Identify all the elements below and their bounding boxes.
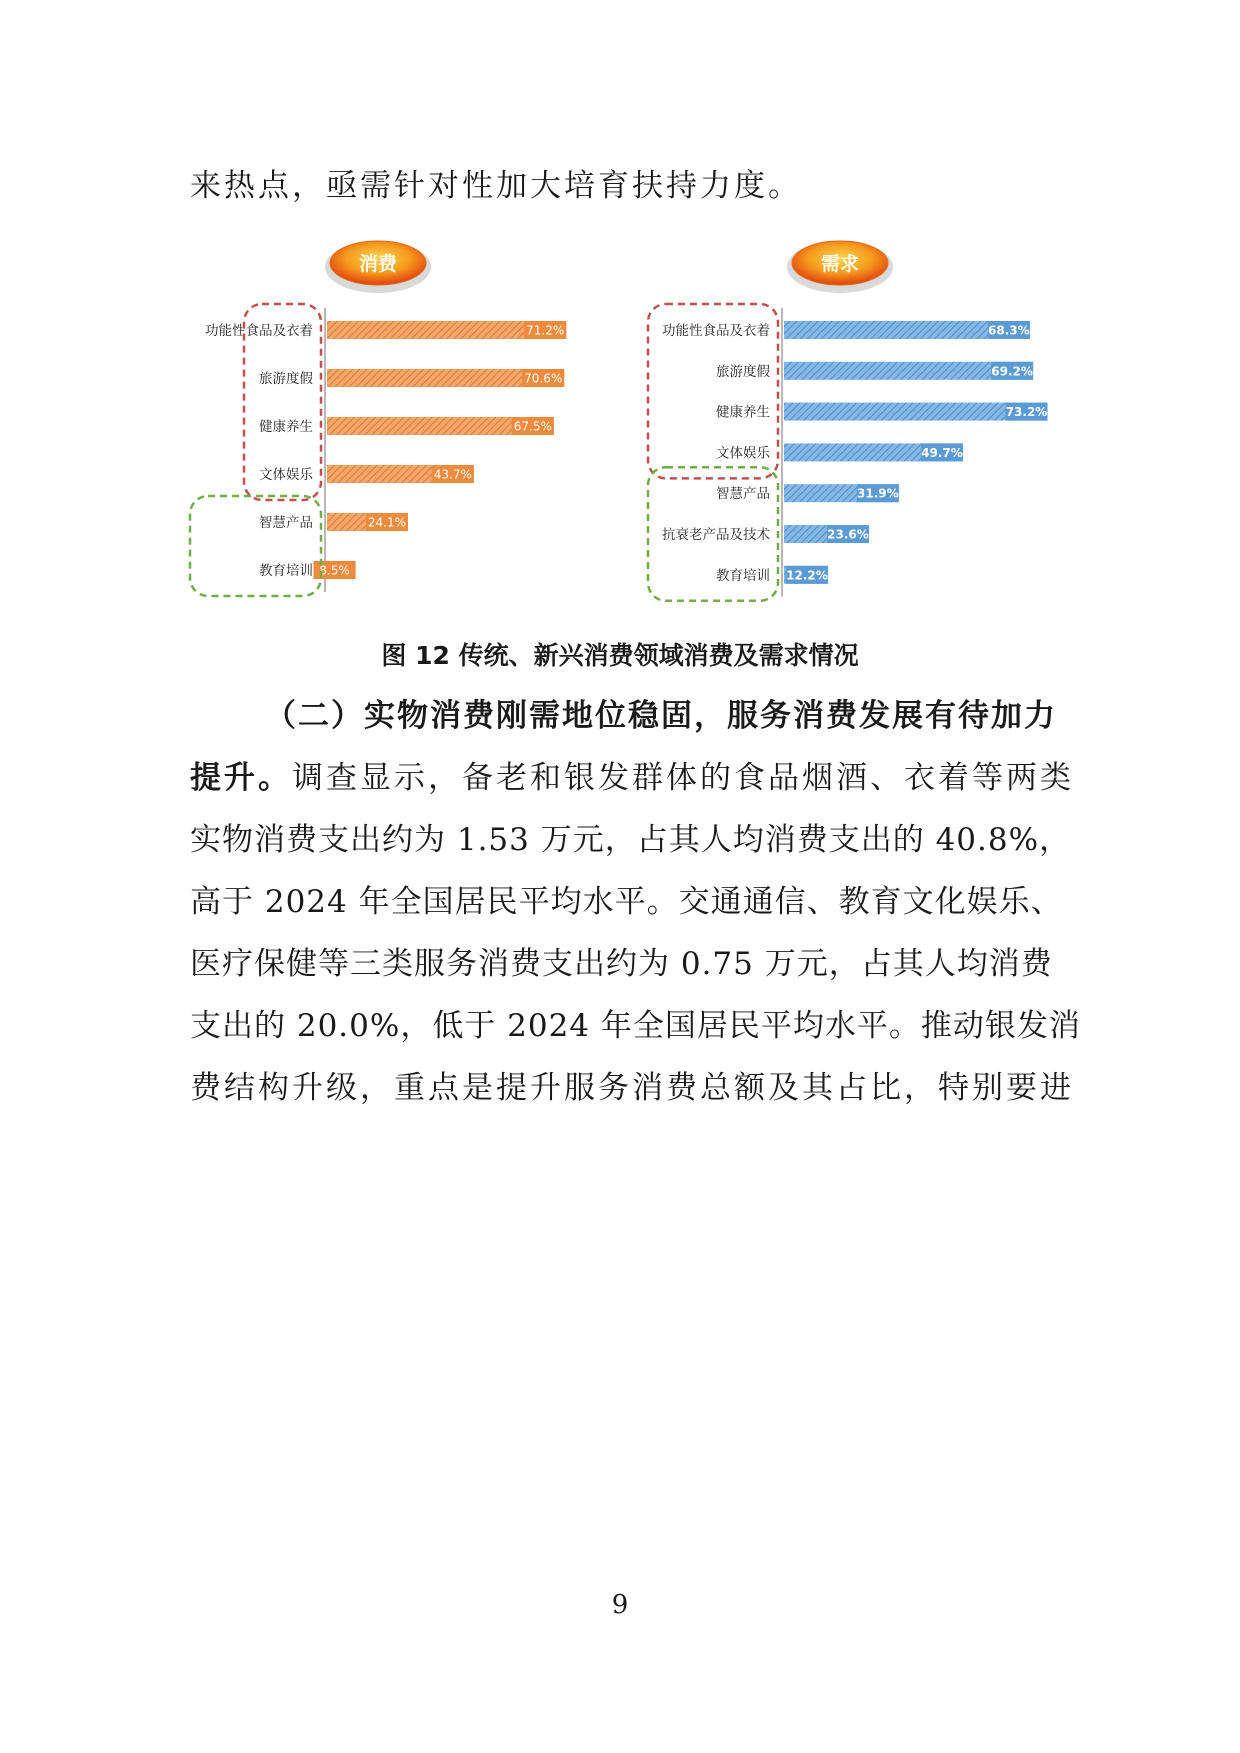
category-label: 旅游度假 — [716, 363, 770, 380]
category-label: 教育培训 — [259, 563, 313, 579]
para-line-5: 支出的 20.0%，低于 2024 年全国居民平均水平。推动银发消 — [190, 1008, 1081, 1044]
chart-title: 消费 — [358, 253, 398, 275]
category-label: 健康养生 — [259, 419, 313, 435]
para-line-2: 实物消费支出约为 1.53 万元，占其人均消费支出的 40.8%， — [190, 822, 1072, 858]
category-label: 文体娱乐 — [259, 467, 313, 483]
text-line-top: 来热点，亟需针对性加大培育扶持力度。 — [190, 168, 802, 204]
data-label: 43.7% — [433, 467, 472, 482]
category-label: 智慧产品 — [259, 515, 313, 531]
data-label: 67.5% — [513, 419, 552, 434]
page-number: 9 — [611, 1590, 629, 1620]
category-label: 健康养生 — [716, 404, 770, 421]
data-label: 23.6% — [827, 527, 869, 542]
para-bold-lead: 提升。 — [190, 760, 292, 796]
figure-12 — [0, 0, 1240, 620]
category-label: 抗衰老产品及技术 — [662, 527, 770, 543]
category-label: 文体娱乐 — [716, 445, 770, 462]
para-line-1 — [190, 758, 1074, 798]
section-heading: （二）实物消费刚需地位稳固，服务消费发展有待加力 — [265, 698, 1057, 734]
category-label: 教育培训 — [716, 567, 770, 584]
para-line-3: 高于 2024 年全国居民平均水平。交通通信、教育文化娱乐、 — [190, 884, 1063, 920]
category-label: 智慧产品 — [716, 486, 770, 503]
data-label: 73.2% — [1005, 405, 1048, 420]
category-label: 功能性食品及衣着 — [662, 323, 770, 339]
data-label: 71.2% — [526, 323, 565, 338]
data-label: 24.1% — [367, 515, 407, 530]
data-label: 12.2% — [786, 568, 828, 583]
demand-chart — [648, 241, 1048, 601]
data-label: 8.5% — [319, 563, 350, 578]
para-line-1-rest: 调查显示，备老和银发群体的食品烟酒、衣着等两类 — [292, 760, 1074, 796]
category-label: 旅游度假 — [259, 371, 313, 387]
category-label: 功能性食品及衣着 — [205, 323, 313, 339]
data-label: 69.2% — [991, 364, 1033, 379]
para-line-4: 医疗保健等三类服务消费支出约为 0.75 万元，占其人均消费 — [190, 946, 1053, 982]
data-label: 68.3% — [988, 323, 1030, 338]
figure-caption: 图 12 传统、新兴消费领域消费及需求情况 — [381, 641, 859, 670]
para-line-6: 费结构升级，重点是提升服务消费总额及其占比，特别要进 — [190, 1070, 1074, 1106]
data-label: 31.9% — [857, 486, 899, 501]
group-outline — [190, 496, 321, 596]
data-label: 49.7% — [921, 445, 963, 460]
chart-title: 需求 — [820, 253, 860, 275]
consumption-chart — [190, 241, 566, 596]
data-label: 70.6% — [524, 371, 563, 386]
